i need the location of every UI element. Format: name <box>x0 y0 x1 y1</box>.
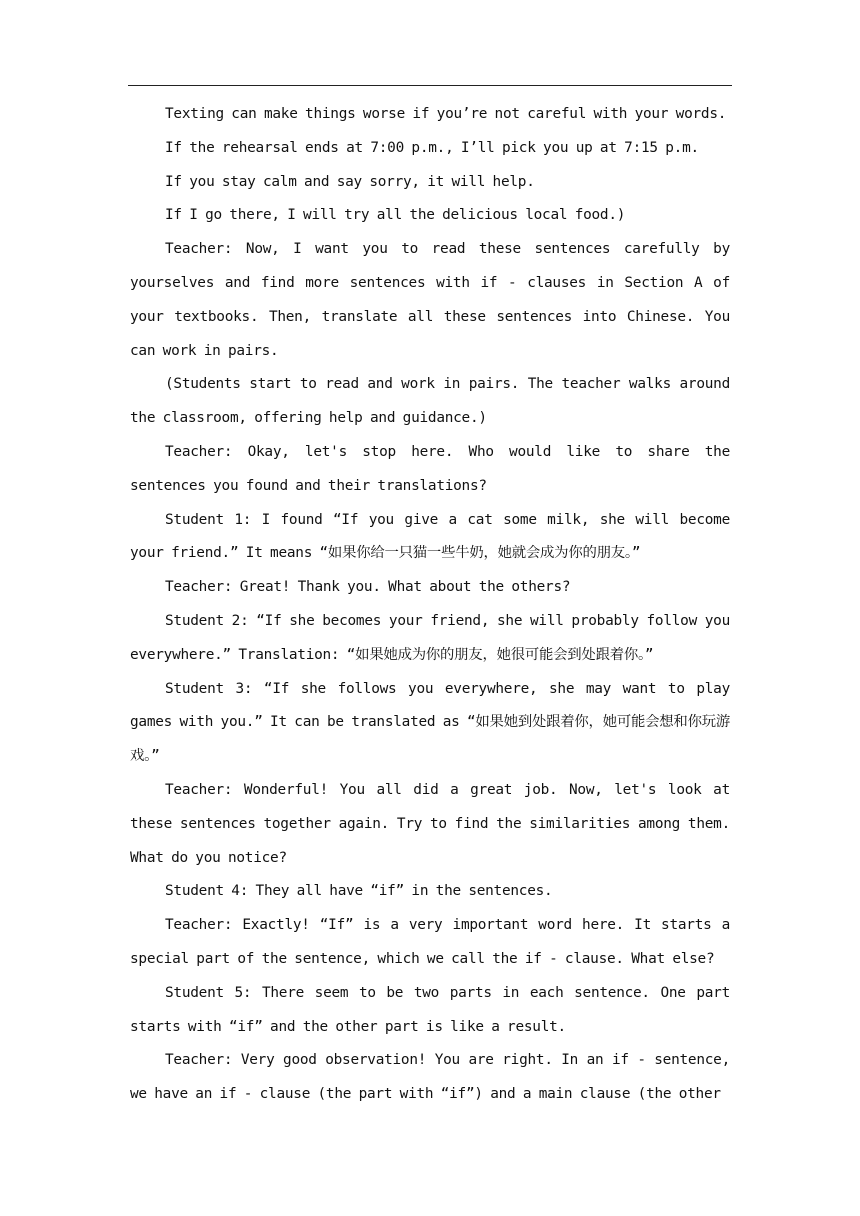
paragraph: Teacher: Wonderful! You all did a great job. Now, let's look at these sentences together again. Try to find the similarities among them. What do you notice? <box>130 781 730 866</box>
paragraph: Teacher: Okay, let's stop here. Who would like to share the sentences you found and their translations? <box>130 443 730 494</box>
paragraph: Teacher: Exactly! “If” is a very important word here. It starts a special part of the sentence, which we call the if - clause. What else? <box>130 917 730 967</box>
paragraph: Student 1: I found “If you give a cat some milk, she will become your friend.” It means “如果你给一只猫一些牛奶，她就会成为你的朋友。” <box>130 511 730 562</box>
paragraph: Student 3: “If she follows you everywhere, she may want to play games with you.” It can be translated as “如果她到处跟着你，她可能会想和你玩游戏。” <box>130 680 730 765</box>
paragraph: Teacher: Now, I want you to read these sentences carefully by yourselves and find more sentences with if - clauses in Section A of your textbooks. Then, translate all these sentences into Chinese. You can work in pairs. <box>130 241 730 359</box>
paragraph: If I go there, I will try all the delicious local food.) <box>165 207 626 224</box>
paragraph: Teacher: Very good observation! You are right. In an if - sentence, we have an if - clause (the part with “if”) and a main clause (the other <box>130 1052 730 1103</box>
paragraph: Student 4: They all have “if” in the sentences. <box>165 883 553 900</box>
paragraph: Texting can make things worse if you’re not careful with your words. <box>165 106 727 122</box>
document-body <box>130 98 730 1112</box>
paragraph: Student 2: “If she becomes your friend, she will probably follow you everywhere.” Translation: “如果她成为你的朋友，她很可能会到处跟着你。” <box>130 612 730 663</box>
paragraph: If you stay calm and say sorry, it will help. <box>165 173 535 190</box>
paragraph: Teacher: Great! Thank you. What about the others? <box>165 579 571 596</box>
paragraph: If the rehearsal ends at 7:00 p.m., I’ll pick you up at 7:15 p.m. <box>165 139 699 156</box>
paragraph: (Students start to read and work in pairs. The teacher walks around the classroom, offering help and guidance.) <box>130 376 730 427</box>
paragraph: Student 5: There seem to be two parts in each sentence. One part starts with “if” and the other part is like a result. <box>130 984 730 1035</box>
header-rule <box>128 85 732 86</box>
